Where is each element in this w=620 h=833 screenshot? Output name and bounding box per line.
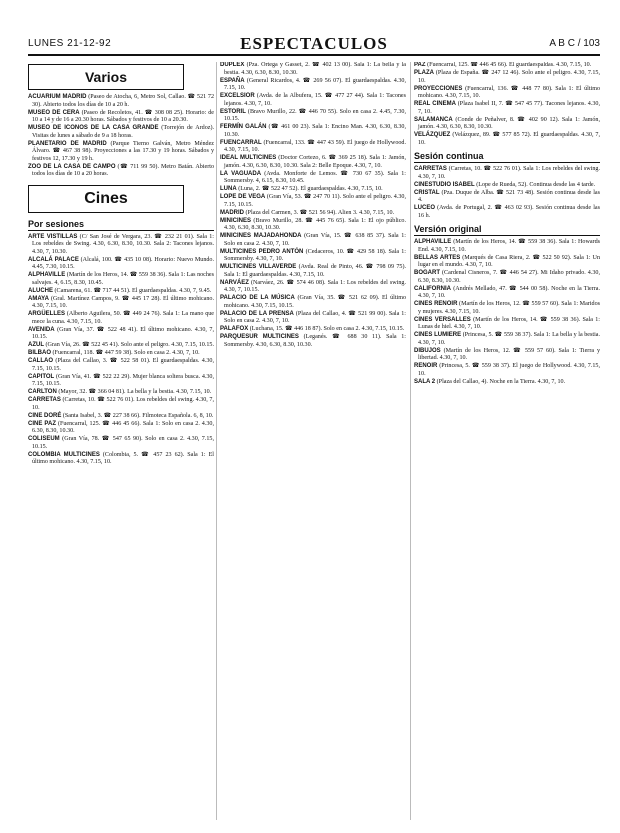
por-sesiones-list (414, 62, 600, 147)
venue-name: PLAZA (414, 70, 434, 76)
listing-entry (28, 452, 214, 467)
listing-text: (Princesa, 5. ☎ 559 38 37). Sala 1: La bella y la bestia. 4.30, 7, 10. (418, 332, 600, 346)
listing-entry (28, 358, 214, 373)
venue-name: MINICINES (220, 217, 252, 224)
venue-name: DIBUJOS (414, 347, 441, 354)
venue-name: CARLTON (28, 389, 57, 395)
venue-name: COLISEUM (28, 436, 60, 442)
listing-text: (Luna, 2. ☎ 522 47 52). El guardaespaldas. 4.30, 7.15, 10. (238, 186, 383, 192)
listing-entry (220, 62, 406, 77)
venue-name: LUNA (220, 186, 237, 192)
listing-text: (Princesa, 5. ☎ 559 38 37). El juego de Hollywood. 4.30, 7.15, 10. (418, 363, 600, 377)
venue-name: CINE PAZ (28, 420, 56, 427)
listing-text: (Cardenal Cisneros, 7. ☎ 446 54 27). Mi Idaho privado. 4.30, 6.30, 8.30, 10.30. (418, 270, 600, 284)
listing-entry (414, 117, 600, 132)
listing-text: (Gran Vía, 26. ☎ 522 45 41). Solo ante el peligro. 4.30, 7.15, 10.15. (45, 342, 214, 348)
listing-text: (Lope de Rueda, 52). Continua desde las 4 tarde. (476, 181, 596, 188)
listing-text: (Bravo Murillo, 22. ☎ 446 70 55). Solo en casa 2. 4.45, 7.30, 10.15. (224, 108, 406, 122)
listing-entry (414, 255, 600, 270)
listing-text: (Plaza del Carmen, 3. ☎ 521 56 94). Alien 3. 4.30, 7.15, 10. (245, 209, 395, 216)
venue-name: ARTE VISTILLAS (28, 233, 78, 240)
page-date: LUNES 21-12-92 (28, 38, 112, 49)
listing-text: (Colombia, 5. ☎ 457 23 62). Sala 1: El último mohicano. 4.30, 7.15, 10. (32, 451, 214, 465)
listing-entry (28, 413, 214, 421)
version-original-heading: Versión original (414, 224, 600, 236)
venue-name: AMAYA (28, 295, 49, 302)
venue-name: AVENIDA (28, 326, 55, 333)
listing-text: (Martín de los Heros, 12. ☎ 559 57 60). Sala 1: Tierra y libertad. 4.30, 7, 10. (418, 347, 600, 361)
venue-name: ACUARIUM MADRID (28, 94, 87, 100)
venue-name: CAPITOL (28, 373, 55, 380)
listing-text: (Martín de los Heros, 14. ☎ 559 38 36). Sala 1: Lunas de hiel. 4.30, 7, 10. (418, 316, 600, 330)
listing-entry (414, 301, 600, 316)
venue-name: PALAFOX (220, 326, 249, 332)
venue-name: FUENCARRAL (220, 139, 262, 146)
listing-text: (Gran Vía, 15. ☎ 638 85 37). Sala 1: Solo en casa 2. 4.30, 7, 10. (224, 233, 406, 247)
listing-entry (220, 140, 406, 155)
listing-text: (Martín de los Heros, 14. ☎ 559 38 36). Sala 1: Las noches salvajes. 4, 6.15, 8.30, 10.45. (32, 272, 214, 286)
listing-text: (Pza. Duque de Alba. ☎ 521 73 48). Sesión continua desde las 4. (418, 189, 600, 203)
listing-text: (Paseo de Atocha, 6, Metro Sol, Callao. ☎ 521 72 30). Abierto todos los días de 10 a 20 h. (32, 94, 214, 108)
listing-text: (C/ San José de Vergara, 23. ☎ 232 21 01). Sala 1: Los rebeldes de Swing. 4.30, 6.30, 8.30, 10.30. Sala 2: Tacones lejanos. 4.30, 7, 10.30. (32, 233, 214, 255)
por-sesiones-heading: Por sesiones (28, 219, 214, 231)
listing-text: (Plaza del Callao, 3. ☎ 522 58 01). El guardaespaldas. 4.30, 7.15, 10.15. (32, 358, 214, 372)
listing-entry (220, 249, 406, 264)
cines-heading: Cines (28, 185, 184, 213)
page-number: A B C / 103 (549, 38, 600, 49)
listing-text: (Carretas, 10. ☎ 522 76 01). Sala 1: Los rebeldes del swing. 4.30, 7, 10. (418, 166, 600, 180)
listing-text: (Paseo de Recoletos, 41. ☎ 308 08 25). Horario: de 10 a 14 y de 16 a 20.30 horas. Sábados y festivos de 10 a 20.30. (32, 109, 214, 123)
venue-name: ALUCHE (28, 287, 53, 294)
listing-entry (28, 421, 214, 436)
venue-name: BOGART (414, 270, 440, 276)
listing-entry (220, 334, 406, 349)
listing-entry (220, 210, 406, 218)
venue-name: LUCEO (414, 205, 435, 211)
listing-entry (28, 257, 214, 272)
venue-name: SALA 2 (414, 378, 436, 385)
venue-name: MUSEO DE CERA (28, 109, 80, 116)
listing-entry (220, 78, 406, 93)
listing-entry (414, 379, 600, 387)
listing-text: (Santa Isabel, 3. ☎ 227 38 66). Filmoteca Española. 6, 8, 10. (62, 412, 214, 419)
listing-entry (414, 166, 600, 181)
venue-name: DUPLEX (220, 62, 245, 68)
listing-entry (220, 264, 406, 279)
listing-text: (Gran Vía, 78. ☎ 547 65 90). Solo en casa 2. 4.30, 7.15, 10.15. (32, 436, 214, 450)
listing-entry (414, 363, 600, 378)
listing-entry (414, 70, 600, 85)
column-1 (28, 62, 214, 820)
listing-entry (414, 239, 600, 254)
listing-entry (414, 86, 600, 101)
venue-name: FERMÍN GALÁN (220, 124, 267, 130)
venue-name: AZUL (28, 342, 44, 348)
listing-entry (220, 155, 406, 170)
venue-name: CINESTUDIO ISABEL (414, 181, 475, 188)
listing-entry (220, 280, 406, 295)
column-divider (216, 62, 217, 820)
listing-text: (Andrés Mellado, 47. ☎ 544 00 58). Noche en la Tierra. 4.30, 7, 10. (418, 285, 600, 299)
listing-text: (Carretas, 10. ☎ 522 76 01). Los rebeldes del swing. 4.30, 7, 10. (32, 397, 214, 411)
listing-text: (Alcalá, 100. ☎ 435 10 08). Horario: Nuevo Mundo. 4.45, 7.30, 10.15. (32, 256, 214, 270)
listing-text: (☎ 711 99 50). Metro Batán. Abierto todos los días de 10 a 20 horas. (32, 163, 214, 177)
listing-text: (Fuencarral, 133. ☎ 447 43 59). El juego de Hollywood. 4.30, 7.15, 10. (224, 139, 406, 153)
listing-entry (28, 296, 214, 311)
listing-entry (28, 234, 214, 257)
listing-text: (Gral. Martínez Campos, 9. ☎ 445 17 28). El último mohicano. 4.30, 7.15, 10. (32, 295, 214, 309)
listing-entry (414, 205, 600, 220)
listing-entry (28, 110, 214, 125)
listing-text: (Leganés. ☎ 688 30 11). Sala 1: Sommersby. 4.30, 6.30, 8.30, 10.30. (224, 334, 406, 348)
listing-text: (General Ricardos, 4. ☎ 269 56 07). El guardaespaldas. 4.30, 7.15, 10. (224, 77, 406, 91)
venue-name: CINES VERSALLES (414, 316, 471, 323)
venue-name: CINES RENOIR (414, 301, 458, 307)
listing-text: (Fuencarral, 136. ☎ 448 77 80). Sala 1: El último mohicano. 4.30, 7.15, 10. (418, 85, 600, 99)
listing-entry (220, 186, 406, 194)
venue-name: ALPHAVILLE (414, 239, 452, 245)
column-divider (410, 62, 411, 820)
venue-name: ZOO DE LA CASA DE CAMPO (28, 163, 116, 170)
venue-name: ALPHAVILLE (28, 272, 66, 278)
sesion-continua-list (414, 166, 600, 220)
listing-text: (Plaza del Callao, 4). Noche en la Tierra. 4.30, 7, 10. (436, 378, 566, 385)
listing-entry (220, 218, 406, 233)
listing-text: (Gran Vía, 53. ☎ 247 70 11). Solo ante el peligro. 4.30, 7.15, 10.15. (224, 194, 406, 208)
listing-entry (28, 125, 214, 140)
listing-text: (Torrejón de Ardoz). Visitas de lunes a sábado de 9 a 18 horas. (32, 125, 214, 139)
section-title: ESPECTACULOS (240, 34, 388, 53)
column-3 (414, 62, 600, 820)
listing-entry (414, 317, 600, 332)
listing-text: (☎ 461 00 23). Sala 1: Encino Man. 4.30, 6.30, 8.30, 10.30. (224, 124, 406, 138)
version-original-list (414, 239, 600, 386)
venue-name: CARRETAS (28, 397, 61, 403)
venue-name: MADRID (220, 209, 244, 216)
listing-entry (220, 233, 406, 248)
por-sesiones-list (220, 62, 406, 349)
venue-name: MUSEO DE ICONOS DE LA CASA GRANDE (28, 125, 159, 131)
listing-text: (Marqués de Casa Riera, 2. ☎ 522 50 92). Sala 1: Un lugar en el mundo. 4.30, 7, 10. (418, 254, 600, 268)
listing-entry (28, 272, 214, 287)
listing-entry (414, 101, 600, 116)
listing-entry (28, 311, 214, 326)
listing-text: (Fuencarral, 125. ☎ 446 45 66). Sala 1: Solo en casa 2. 4.30, 6.30, 8.30, 10.30. (32, 420, 214, 434)
listing-entry (414, 286, 600, 301)
venue-name: CINE DORÉ (28, 412, 62, 419)
listing-entry (28, 327, 214, 342)
listing-text: (Avda. de Portugal, 2. ☎ 463 02 93). Sesión continua desde las 16 h. (418, 205, 600, 219)
venue-name: CALLAO (28, 358, 53, 364)
varios-heading: Varios (28, 64, 184, 90)
listing-text: (Alberto Aguilera, 50. ☎ 449 24 76). Sala 1: La mano que mece la cuna. 4.30, 7.15, 10. (32, 311, 214, 325)
listing-entry (220, 194, 406, 209)
listing-entry (414, 132, 600, 147)
listing-text: (Plaza de España. ☎ 247 12 46). Solo ante el peligro. 4.30, 7.15, 10. (418, 70, 600, 84)
listing-text: (Pza. Ortega y Gasset, 2. ☎ 402 13 00). Sala 1: La bella y la bestia. 4.30, 6.30, 8.30, 10.30. (224, 62, 406, 76)
venue-name: PLANETARIO DE MADRID (28, 140, 107, 147)
venue-name: PROYECCIONES (414, 85, 463, 92)
venue-name: PAZ (414, 62, 426, 68)
listing-entry (28, 141, 214, 164)
listing-entry (220, 93, 406, 108)
listing-text: (Gran Vía, 37. ☎ 522 48 41). El último mohicano. 4.30, 7, 10.15. (32, 326, 214, 340)
venue-name: BELLAS ARTES (414, 254, 461, 261)
listing-text: (Plaza Isabel II, 7. ☎ 547 45 77). Tacones lejanos. 4.30, 7, 10. (418, 101, 600, 115)
listing-text: (Doctor Cortezo, 6. ☎ 369 25 18). Sala 1: Jamón, jamón. 4.30, 6.30, 8.30, 10.30. Sala 2: Belle Epoque. 4.30, 7, 10. (224, 155, 406, 169)
venue-name: ALCALÁ PALACE (28, 256, 79, 263)
listing-text: (Luchana, 15. ☎ 446 18 87). Solo en casa 2. 4.30, 7.15, 10.15. (249, 326, 405, 332)
listing-entry (220, 311, 406, 326)
listing-text: (Mayor, 32. ☎ 366 04 81). La bella y la bestia. 4.30, 7.15, 10. (58, 389, 212, 395)
venue-name: IDEAL MULTICINES (220, 155, 277, 161)
venue-name: PARQUESUR MULTICINES (220, 334, 299, 340)
column-2 (220, 62, 406, 820)
venue-name: LOPE DE VEGA (220, 194, 266, 200)
venue-name: VELÁZQUEZ (414, 132, 451, 138)
listing-entry (28, 350, 214, 358)
listing-text: (Narváez, 26. ☎ 574 46 08). Sala 1: Los rebeldes del swing. 4.30, 7, 10.15. (224, 279, 406, 293)
listing-entry (414, 270, 600, 285)
venue-name: CINES LUMIERE (414, 332, 462, 338)
listing-text: (Velázquez, 89. ☎ 577 85 72). El guardaespaldas. 4.30, 7, 10. (418, 132, 600, 146)
listing-text: (Martín de los Heros, 12. ☎ 559 57 60). Sala 1: Maridos y mujeres. 4.30, 7.15, 10. (418, 301, 600, 315)
listing-text: (Parque Tierno Galván, Metro Méndez Álvaro. ☎ 467 38 98). Proyecciones a las 17.30 y 19 horas. Sábados y festivos 12, 17.30 y 19 h. (32, 140, 214, 162)
listing-text: (Martín de los Heros, 14. ☎ 559 38 36). Sala 1: Howards End. 4.30, 7.15, 10. (418, 239, 600, 253)
listing-text: (Conde de Peñalver, 8. ☎ 402 90 12). Sala 1: Jamón, jamón. 4.30, 6.30, 8.30, 10.30. (418, 116, 600, 130)
listing-entry (220, 326, 406, 334)
listing-entry (220, 171, 406, 186)
sesion-continua-heading: Sesión continua (414, 151, 600, 163)
listing-text: (Gran Vía, 35. ☎ 521 62 09). El último mohicano. 4.30, 7.15, 10.15. (224, 295, 406, 309)
venue-name: BILBAO (28, 350, 51, 356)
venue-name: CALIFORNIA (414, 285, 451, 292)
listing-entry (220, 109, 406, 124)
listing-entry (28, 397, 214, 412)
venue-name: PALACIO DE LA MÚSICA (220, 295, 295, 301)
venue-name: ESPAÑA (220, 77, 245, 84)
listing-entry (414, 190, 600, 205)
listing-entry (28, 374, 214, 389)
venue-name: RENOIR (414, 363, 438, 369)
listing-text: (Avda. de la Albufera, 15. ☎ 477 27 44). Sala 1: Tacones lejanos. 4.30, 7, 10. (224, 93, 406, 107)
listing-text: (Plaza del Callao, 4. ☎ 521 99 00). Sala 1: Solo en casa 2. 4.30, 7, 10. (224, 310, 406, 324)
listing-entry (28, 164, 214, 179)
listing-text: (Gran Vía, 41. ☎ 522 22 29). Mujer blanca soltera busca. 4.30, 7.15, 10.15. (32, 373, 214, 387)
listing-text: (Fuencarral, 125. ☎ 446 45 66). El guardaespaldas. 4.30, 7.15, 10. (427, 62, 592, 68)
venue-name: LA VAGUADA (220, 170, 262, 177)
listing-entry (28, 436, 214, 451)
listing-text: (Camarena, 61. ☎ 717 44 51). El guardaespaldas. 4.30, 7, 9.45. (54, 287, 212, 294)
listing-entry (28, 94, 214, 109)
listing-entry (220, 295, 406, 310)
venue-name: MINICINES MAJADAHONDA (220, 233, 302, 239)
venue-name: SALAMANCA (414, 116, 453, 123)
listing-entry (414, 348, 600, 363)
page-header (28, 34, 600, 56)
listing-text: (Avda. Real de Pinto, 46. ☎ 798 09 75). Sala 1: El guardaespaldas. 4.30, 7.15, 10. (224, 264, 406, 278)
listing-text: (Avda. Monforte de Lemos. ☎ 730 67 35). Sala 1: Sommersby. 4, 6.15, 8.30, 10.45. (224, 170, 406, 184)
listing-text: (Fuencarral, 118. ☎ 447 59 38). Solo en casa 2. 4.30, 7, 10. (52, 350, 200, 356)
venue-name: CRISTAL (414, 189, 440, 196)
venue-name: PALACIO DE LA PRENSA (220, 310, 294, 317)
venue-name: ARGÜELLES (28, 311, 66, 317)
listing-text: (Cedaceros, 10. ☎ 429 58 18). Sala 1: Sommersby. 4.30, 7, 10. (224, 248, 406, 262)
venue-name: REAL CINEMA (414, 101, 456, 107)
listing-entry (28, 389, 214, 397)
listing-entry (414, 62, 600, 70)
venue-name: MULTICINES PEDRO ANTÓN (220, 248, 304, 255)
listing-entry (28, 288, 214, 296)
listing-text: (Bravo Murillo, 28. ☎ 445 76 65). Sala 1: El ojo público. 4.30, 6.30, 8.30, 10.30. (224, 217, 406, 231)
venue-name: NARVÁEZ (220, 279, 249, 286)
listing-entry (414, 332, 600, 347)
varios-list (28, 94, 214, 179)
listing-entry (414, 182, 600, 190)
por-sesiones-list (28, 234, 214, 467)
venue-name: EXCELSIOR (220, 93, 255, 99)
venue-name: MULTICINES VILLAVERDE (220, 264, 297, 270)
venue-name: CARRETAS (414, 166, 447, 172)
listing-entry (220, 124, 406, 139)
listing-entry (28, 342, 214, 350)
venue-name: COLOMBIA MULTICINES (28, 451, 100, 458)
venue-name: ESTORIL (220, 108, 246, 115)
